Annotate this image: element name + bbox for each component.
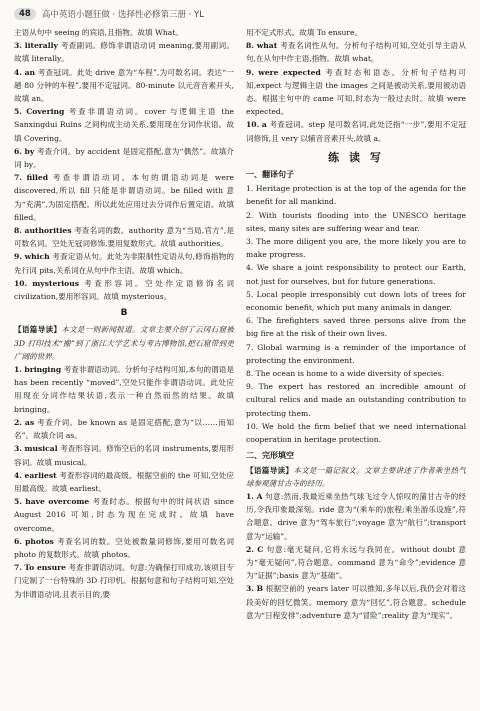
item-number: 9. bbox=[246, 67, 254, 77]
item-number: 9. bbox=[14, 252, 22, 262]
answer-word: by bbox=[24, 146, 35, 156]
answer-item bbox=[14, 39, 234, 65]
item-number: 3. bbox=[14, 444, 22, 454]
translation-sentence: 6. The firefighters saved three persons alive from the big fire at the risk of their own lives. bbox=[246, 316, 466, 339]
answer-word: C bbox=[257, 544, 264, 554]
translation-sentence: 5. Local people irresponsibly cut down lots of trees for economic benefit, which put many animals in danger. bbox=[246, 289, 466, 313]
section-title: 练 读 写 bbox=[328, 150, 384, 164]
item-number: 3. bbox=[14, 41, 22, 51]
answer-item bbox=[14, 442, 234, 468]
item-number: 2. bbox=[246, 544, 254, 554]
answer-item bbox=[14, 495, 234, 535]
left-column bbox=[14, 26, 234, 707]
explanation-text: 考查时态和语态。分析句子结构可知,expect 与逻辑主语 the images 之间是被动关系,要用被动语态。根据主句中的 came 可知,时态为一般过去时。故填 were expected。 bbox=[246, 67, 466, 117]
answer-item bbox=[246, 39, 466, 65]
explanation-text: 考查形容词。空处作定语修饰名词 civilization,要用形容词。故填 mysterious。 bbox=[14, 278, 234, 302]
explanation-text: 句意:毫无疑问,它将永远与我同在。without doubt 意为“毫无疑问”,符合题意。command 意为“命令”;evidence 意为“证据”;basis 意为“基础”。 bbox=[246, 544, 466, 581]
answer-word: an bbox=[24, 67, 36, 77]
answer-item bbox=[14, 469, 234, 495]
guide-tag: 【语篇导读】 bbox=[246, 465, 294, 475]
answer-word: authorities bbox=[24, 226, 72, 236]
explanation-text: 考查名词的数。空处被数量词修饰,要用可数名词 photo 的复数形式。故填 photos。 bbox=[14, 536, 234, 559]
item-number: 6. bbox=[14, 146, 22, 156]
explanation-text: 考查非谓语动词。本句的谓语动词是 were discovered,所以 fill 只能是非谓语动词。be filled with 意为“充满”,为固定搭配。所以此处应用过去分词作后置定语。故填 filled。 bbox=[14, 173, 234, 222]
answer-word: B bbox=[256, 584, 263, 594]
explanation-text: 考查介词。by accident 是固定搭配,意为“偶然”。故填介词 by。 bbox=[14, 146, 234, 170]
translation-list bbox=[246, 182, 466, 446]
answer-word: were expected bbox=[258, 67, 321, 77]
item-number: 8. bbox=[246, 41, 254, 51]
answer-list-b bbox=[14, 363, 234, 601]
translation-sentence: 7. Global warming is a reminder of the importance of protecting the environment. bbox=[246, 342, 466, 365]
answer-item bbox=[14, 363, 234, 416]
item-number: 2. bbox=[14, 417, 22, 427]
answer-word: what bbox=[256, 41, 278, 51]
explanation-text: 考查非谓语动词。分析句子结构可知,本句的谓语是 has been recently “moved”,空处只能作非谓语动词。此处应用现在分词作结果状语,表示一种自然而然的结果。故填 bringing。 bbox=[14, 365, 234, 414]
answer-item bbox=[14, 250, 234, 276]
item-number: 5. bbox=[14, 497, 22, 507]
answer-item bbox=[14, 66, 234, 106]
answer-item bbox=[14, 416, 234, 442]
section-b-title: B bbox=[120, 308, 128, 319]
page-number: 48 bbox=[14, 8, 36, 20]
item-number: 1. bbox=[14, 365, 22, 375]
guide-text: 本文是一篇记叙文。文章主要讲述了作者乘坐热气球参观蒲甘古寺的经历。 bbox=[246, 465, 466, 488]
answer-word: bringing bbox=[24, 365, 62, 375]
answer-word: To ensure bbox=[24, 563, 66, 573]
answer-item bbox=[14, 561, 234, 601]
item-number: 3. bbox=[246, 584, 254, 594]
answer-item bbox=[14, 105, 234, 145]
explanation-text: 考查冠词。此处 drive 意为“车程”,为可数名词。表达“一趟 80 分钟的车程”,要用不定冠词。80-minute 以元音音素开头,故填 an。 bbox=[14, 67, 234, 104]
explanation-text: 考查时态。根据句中的时间状语 since August 2016 可知,时态为现在完成时。故填 have overcome。 bbox=[14, 497, 234, 533]
item-number: 1. bbox=[246, 491, 254, 501]
translation-sentence: 10. We hold the firm belief that we need international cooperation in heritage protection. bbox=[246, 421, 466, 445]
answer-list-continued bbox=[246, 39, 466, 145]
answer-word: literally bbox=[24, 41, 58, 51]
explanation-text: 考查介词。be known as 是固定搭配,意为“以……而知名”。故填介词 as。 bbox=[14, 417, 234, 441]
answer-word: which bbox=[24, 252, 50, 262]
cloze-answer-item bbox=[246, 490, 466, 543]
page-header bbox=[14, 6, 466, 22]
answer-item bbox=[14, 224, 234, 250]
reading-guide bbox=[14, 323, 234, 363]
item-number: 10. bbox=[246, 120, 260, 130]
explanation-text: 考查名词性从句。分析句子结构可知,空处引导主语从句,在从句中作主语,指物。故填 what。 bbox=[246, 41, 466, 64]
guide-tag: 【语篇导读】 bbox=[14, 325, 62, 335]
answer-word: a bbox=[261, 120, 267, 130]
item-number: 5. bbox=[14, 107, 22, 117]
translation-sentence: 3. The more diligent you are, the more likely you are to make progress. bbox=[246, 237, 466, 260]
answer-word: Covering bbox=[26, 107, 65, 117]
explanation-text: 考查非谓语动词。cover 与逻辑主语 the Sanxingdui Ruins 之间构成主动关系,要用现在分词作状语。故填 Covering。 bbox=[14, 107, 234, 143]
lead-text: 用不定式形式。故填 To ensure。 bbox=[246, 28, 363, 37]
answer-item bbox=[246, 66, 466, 119]
translation-sentence: 8. The ocean is home to a wide diversity of species. bbox=[246, 369, 444, 379]
item-number: 7. bbox=[14, 173, 22, 183]
explanation-text: 句意:然而,我最近乘坐热气球飞过令人惊叹的蒲甘古寺的经历,令我印象最深刻。ride 意为“(乘车的)旅程;乘坐游乐设施”,符合题意。drive 意为“驾车旅行”;voyage 意为“航行”;transport 意为“运输”。 bbox=[246, 491, 466, 541]
lead-text: 主语从句中 seeing 的宾语,且指物。故填 What。 bbox=[14, 28, 183, 37]
item-number: 7. bbox=[14, 563, 22, 573]
item-number: 10. bbox=[14, 278, 28, 288]
answer-word: earliest bbox=[24, 470, 57, 480]
translation-heading: 一、翻译句子 bbox=[246, 170, 294, 180]
item-number: 8. bbox=[14, 226, 22, 236]
explanation-text: 考查冠词。step 是可数名词,此处泛指“一步”,要用不定冠词修饰,且 very 以辅音音素开头,故填 a。 bbox=[246, 120, 466, 143]
explanation-text: 考查名词的数。authority 意为“当局,官方”,是可数名词。空处无冠词修饰,要用复数形式。故填 authorities。 bbox=[14, 226, 234, 249]
answer-word: have overcome bbox=[25, 497, 90, 507]
answer-word: filled bbox=[26, 173, 49, 183]
explanation-text: 考查形容词的最高级。根据空前的 the 可知,空处应用最高级。故填 earliest。 bbox=[14, 470, 234, 493]
explanation-text: 考查副词。修饰非谓语动词 meaning,要用副词。故填 literally。 bbox=[14, 41, 234, 64]
explanation-text: 根据空前的 years later 可以推知,多年以后,我仍会对着这段美好的回忆微笑。memory 意为“回忆”,符合题意。schedule 意为“日程安排”;adventure 意为“冒险”;reality 意为“现实”。 bbox=[246, 584, 466, 620]
answer-item bbox=[14, 171, 234, 224]
explanation-text: 考查非谓语动词。句意:为确保打印成功,该项目专门定制了一台特殊的 3D 打印机。根据句意和句子结构可知,空处为非谓语动词,且表示目的,要 bbox=[14, 563, 234, 599]
item-number: 4. bbox=[14, 67, 22, 77]
answer-item bbox=[14, 535, 234, 561]
answer-word: musical bbox=[24, 444, 58, 454]
right-column bbox=[246, 26, 466, 707]
answer-item bbox=[14, 277, 234, 303]
translation-sentence: 1. Heritage protection is at the top of the agenda for the benefit for all mankind. bbox=[246, 184, 466, 207]
translation-sentence: 2. With tourists flooding into the UNESCO heritage sites, many sites are suffering wear and tear. bbox=[246, 210, 466, 233]
answer-word: A bbox=[256, 491, 263, 501]
answer-word: photos bbox=[25, 536, 54, 546]
item-number: 6. bbox=[14, 536, 22, 546]
item-number: 4. bbox=[14, 470, 22, 480]
cloze-answer-item bbox=[246, 543, 466, 583]
answer-word: mysterious bbox=[32, 278, 80, 288]
running-title: 高中英语小题狂做 · 选择性必修第三册 · YL bbox=[41, 10, 204, 20]
explanation-text: 考查定语从句。此处为非限制性定语从句,修饰指物的先行词 pits,关系词在从句中作主语。故填 which。 bbox=[14, 252, 234, 275]
reading-guide bbox=[246, 464, 466, 490]
explanation-text: 考查形容词。修饰空后的名词 instruments,要用形容词。故填 musical。 bbox=[14, 444, 234, 467]
cloze-answer-list bbox=[246, 490, 466, 622]
answer-word: as bbox=[24, 417, 35, 427]
guide-text: 本文是一则新闻报道。文章主要介绍了云冈石窟被 3D 打印技术“搬”到了浙江大学艺术与考古博物馆,把石窟带到更广阔的世界。 bbox=[14, 325, 234, 361]
answer-item bbox=[246, 118, 466, 144]
translation-sentence: 4. We share a joint responsibility to protect our Earth, not just for ourselves, but for future generations. bbox=[246, 263, 466, 286]
answer-item bbox=[14, 145, 234, 171]
cloze-answer-item bbox=[246, 582, 466, 622]
translation-sentence: 9. The expert has restored an incredible amount of cultural relics and made an outstanding contribution to protecting them. bbox=[246, 382, 466, 418]
cloze-heading: 二、完形填空 bbox=[246, 451, 294, 461]
answer-list-a bbox=[14, 39, 234, 303]
